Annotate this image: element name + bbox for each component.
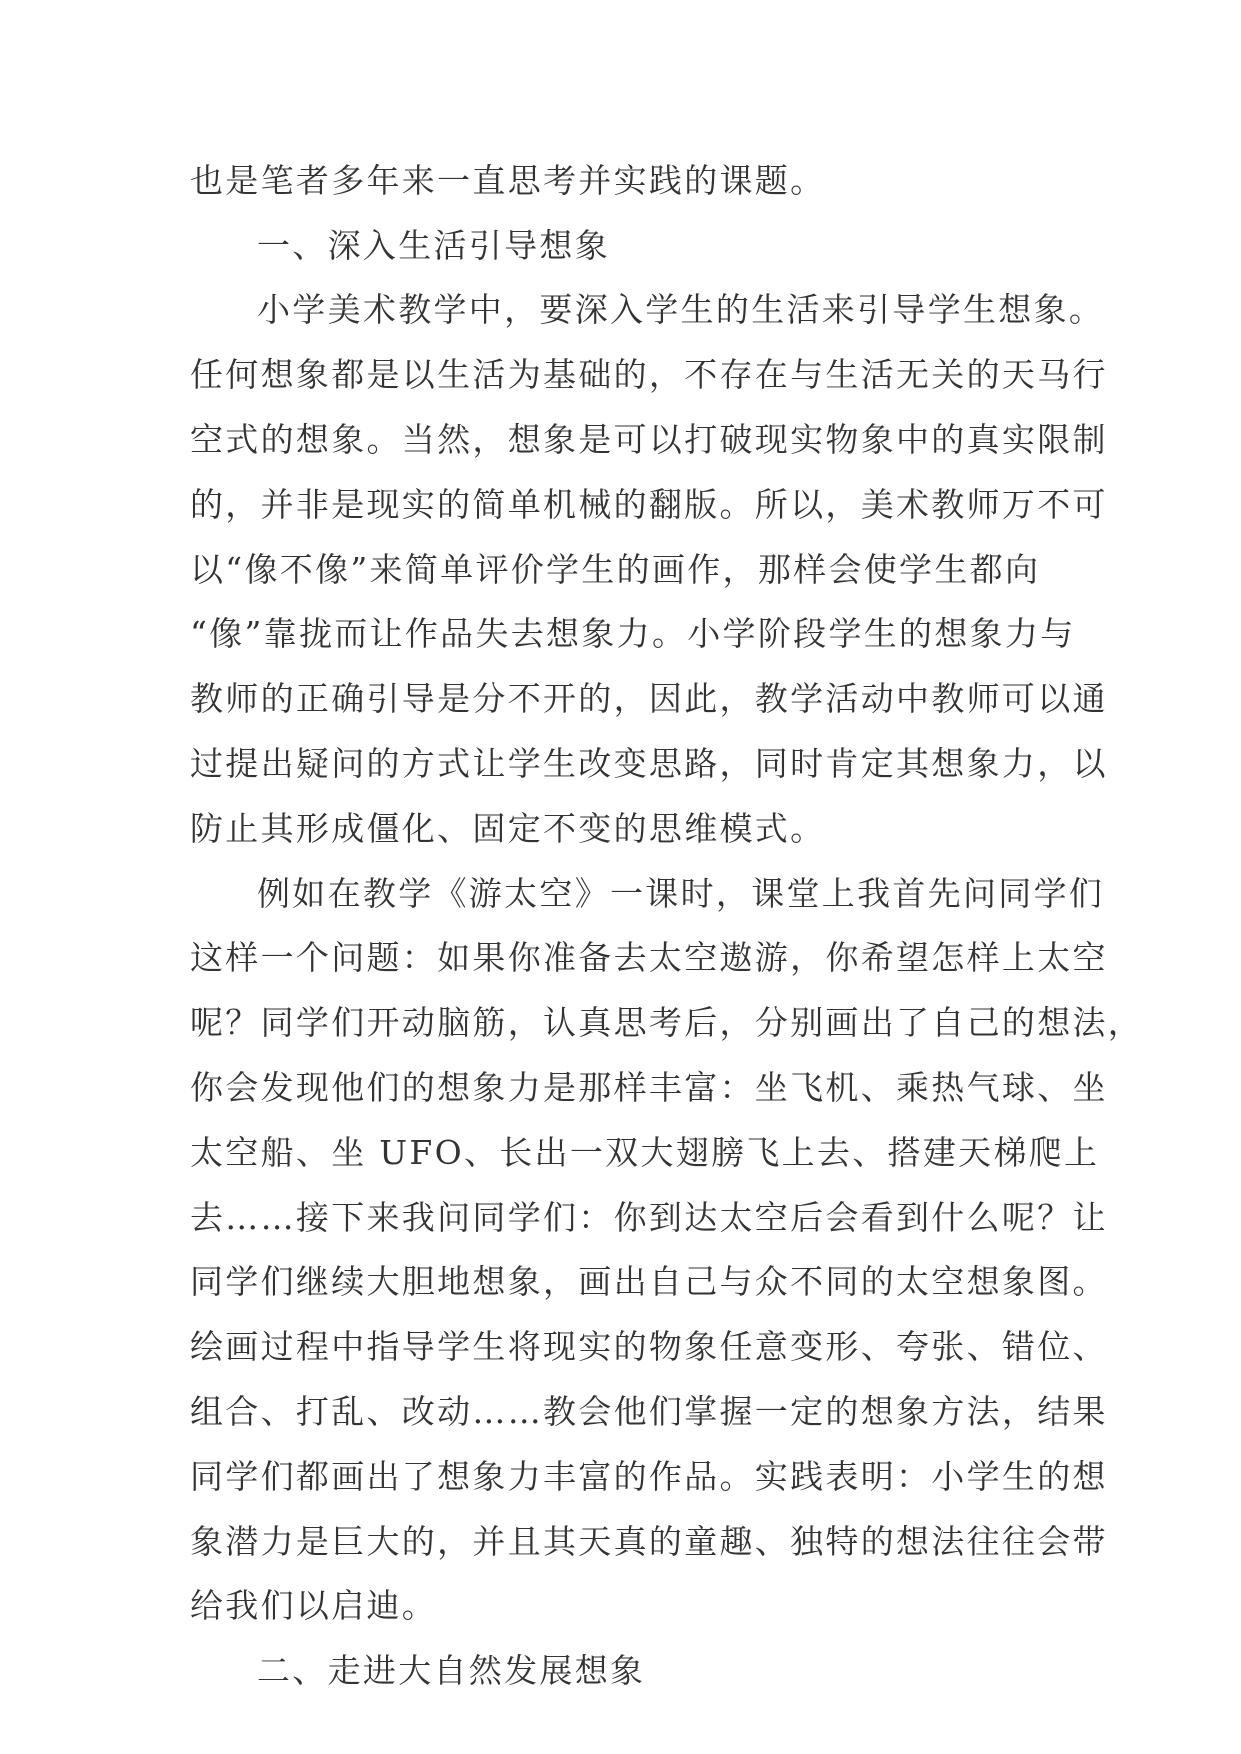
- paragraph-start: 小学美术教学中，要深入学生的生活来引导学生想象。: [257, 290, 1105, 329]
- text-line: 绘画过程中指导学生将现实的物象任意变形、夸张、错位、: [190, 1327, 1108, 1366]
- section-heading: 二、走进大自然发展想象: [257, 1651, 646, 1690]
- text-line: 给我们以启迪。: [190, 1586, 438, 1625]
- text-line: “像”靠拢而让作品失去想象力。小学阶段学生的想象力与: [190, 614, 1076, 653]
- text-line: 象潜力是巨大的，并且其天真的童趣、独特的想法往往会带: [190, 1522, 1108, 1561]
- text-line: 以“像不像”来简单评价学生的画作，那样会使学生都向: [190, 550, 1041, 589]
- text-line: 防止其形成僵化、固定不变的思维模式。: [190, 809, 826, 848]
- section-heading: 一、深入生活引导想象: [257, 226, 610, 265]
- text-line: 呢？同学们开动脑筋，认真思考后，分别画出了自己的想法，: [190, 1003, 1144, 1042]
- text-line: 任何想象都是以生活为基础的，不存在与生活无关的天马行: [190, 355, 1108, 394]
- text-line: 这样一个问题：如果你准备去太空遨游，你希望怎样上太空: [190, 938, 1108, 977]
- text-line: 组合、打乱、改动……教会他们掌握一定的想象方法，结果: [190, 1392, 1108, 1431]
- text-line: 去……接下来我问同学们：你到达太空后会看到什么呢？让: [190, 1198, 1108, 1237]
- text-line: 同学们都画出了想象力丰富的作品。实践表明：小学生的想: [190, 1457, 1108, 1496]
- text-line: 的，并非是现实的简单机械的翻版。所以，美术教师万不可: [190, 485, 1108, 524]
- text-line: 空式的想象。当然，想象是可以打破现实物象中的真实限制: [190, 420, 1108, 459]
- paragraph-start: 例如在教学《游太空》一课时，课堂上我首先问同学们: [257, 874, 1105, 913]
- text-line: 你会发现他们的想象力是那样丰富：坐飞机、乘热气球、坐: [190, 1068, 1108, 1107]
- text-line: 过提出疑问的方式让学生改变思路，同时肯定其想象力，以: [190, 744, 1108, 783]
- text-line: 同学们继续大胆地想象，画出自己与众不同的太空想象图。: [190, 1262, 1108, 1301]
- text-line: 也是笔者多年来一直思考并实践的课题。: [190, 161, 826, 200]
- text-line: 教师的正确引导是分不开的，因此，教学活动中教师可以通: [190, 679, 1108, 718]
- text-line: 太空船、坐 UFO、长出一双大翅膀飞上去、搭建天梯爬上: [190, 1133, 1100, 1172]
